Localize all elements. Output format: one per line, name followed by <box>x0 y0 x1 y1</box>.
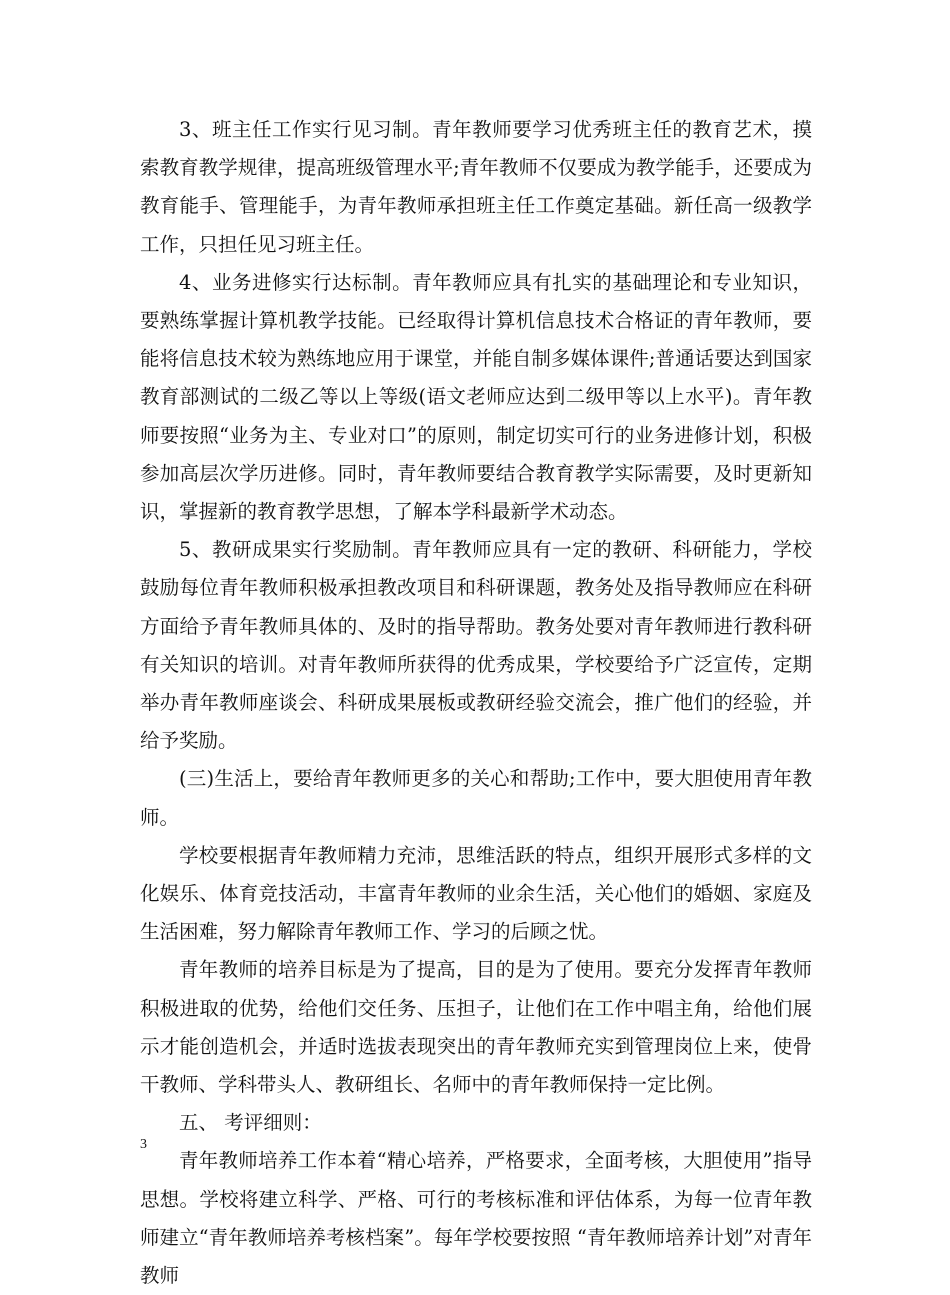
page-number: 3 <box>140 1137 147 1152</box>
paragraph-4-professional-training: 4、业务进修实行达标制。青年教师应具有扎实的基础理论和专业知识，要熟练掌握计算机教学技能。已经取得计算机信息技术合格证的青年教师，要能将信息技术较为熟练地应用于课堂，并能自制多媒体课件;普通话要达到国家教育部测试的二级乙等以上等级(语文老师应达到二级甲等以上水平)。青年教师要按照“业务为主、专业对口”的原则，制定切实可行的业务进修计划，积极参加高层次学历进修。同时，青年教师要结合教育教学实际需要，及时更新知识，掌握新的教育教学思想，了解本学科最新学术动态。 <box>140 270 812 524</box>
paragraph-training-goals: 青年教师的培养目标是为了提高，目的是为了使用。要充分发挥青年教师积极进取的优势，给他们交任务、压担子，让他们在工作中唱主角，给他们展示才能创造机会，并适时选拔表现突出的青年教师充实到管理岗位上来，使骨干教师、学科带头人、教研组长、名师中的青年教师保持一定比例。 <box>140 958 812 1097</box>
paragraph-3-head-teacher-internship: 3、班主任工作实行见习制。青年教师要学习优秀班主任的教育艺术，摸索教育教学规律，提高班级管理水平;青年教师不仅要成为教学能手，还要成为教育能手、管理能手，为青年教师承担班主任工作奠定基础。新任高一级教学工作，只担任见习班主任。 <box>140 118 812 256</box>
section-heading-evaluation-rules: 五、 考评细则： <box>179 1111 322 1135</box>
paragraph-evaluation-principles: 青年教师培养工作本着“精心培养，严格要求，全面考核，大胆使用”指导思想。学校将建立科学、严格、可行的考核标准和评估体系，为每一位青年教师建立“青年教师培养考核档案”。每年学校要按照 “青年教师培养计划”对青年教师 <box>140 1149 812 1288</box>
paragraph-section-3-life-and-work: (三)生活上，要给青年教师更多的关心和帮助;工作中，要大胆使用青年教师。 <box>140 767 812 829</box>
paragraph-school-activities: 学校要根据青年教师精力充沛，思维活跃的特点，组织开展形式多样的文化娱乐、体育竞技活动，丰富青年教师的业余生活，关心他们的婚姻、家庭及生活困难，努力解除青年教师工作、学习的后顾之忧。 <box>140 843 812 944</box>
document-body <box>140 111 812 1295</box>
paragraph-5-research-rewards: 5、教研成果实行奖励制。青年教师应具有一定的教研、科研能力，学校鼓励每位青年教师积极承担教改项目和科研课题，教务处及指导教师应在科研方面给予青年教师具体的、及时的指导帮助。教务处要对青年教师进行教科研有关知识的培训。对青年教师所获得的优秀成果，学校要给予广泛宣传，定期举办青年教师座谈会、科研成果展板或教研经验交流会，推广他们的经验，并给予奖励。 <box>140 538 812 753</box>
